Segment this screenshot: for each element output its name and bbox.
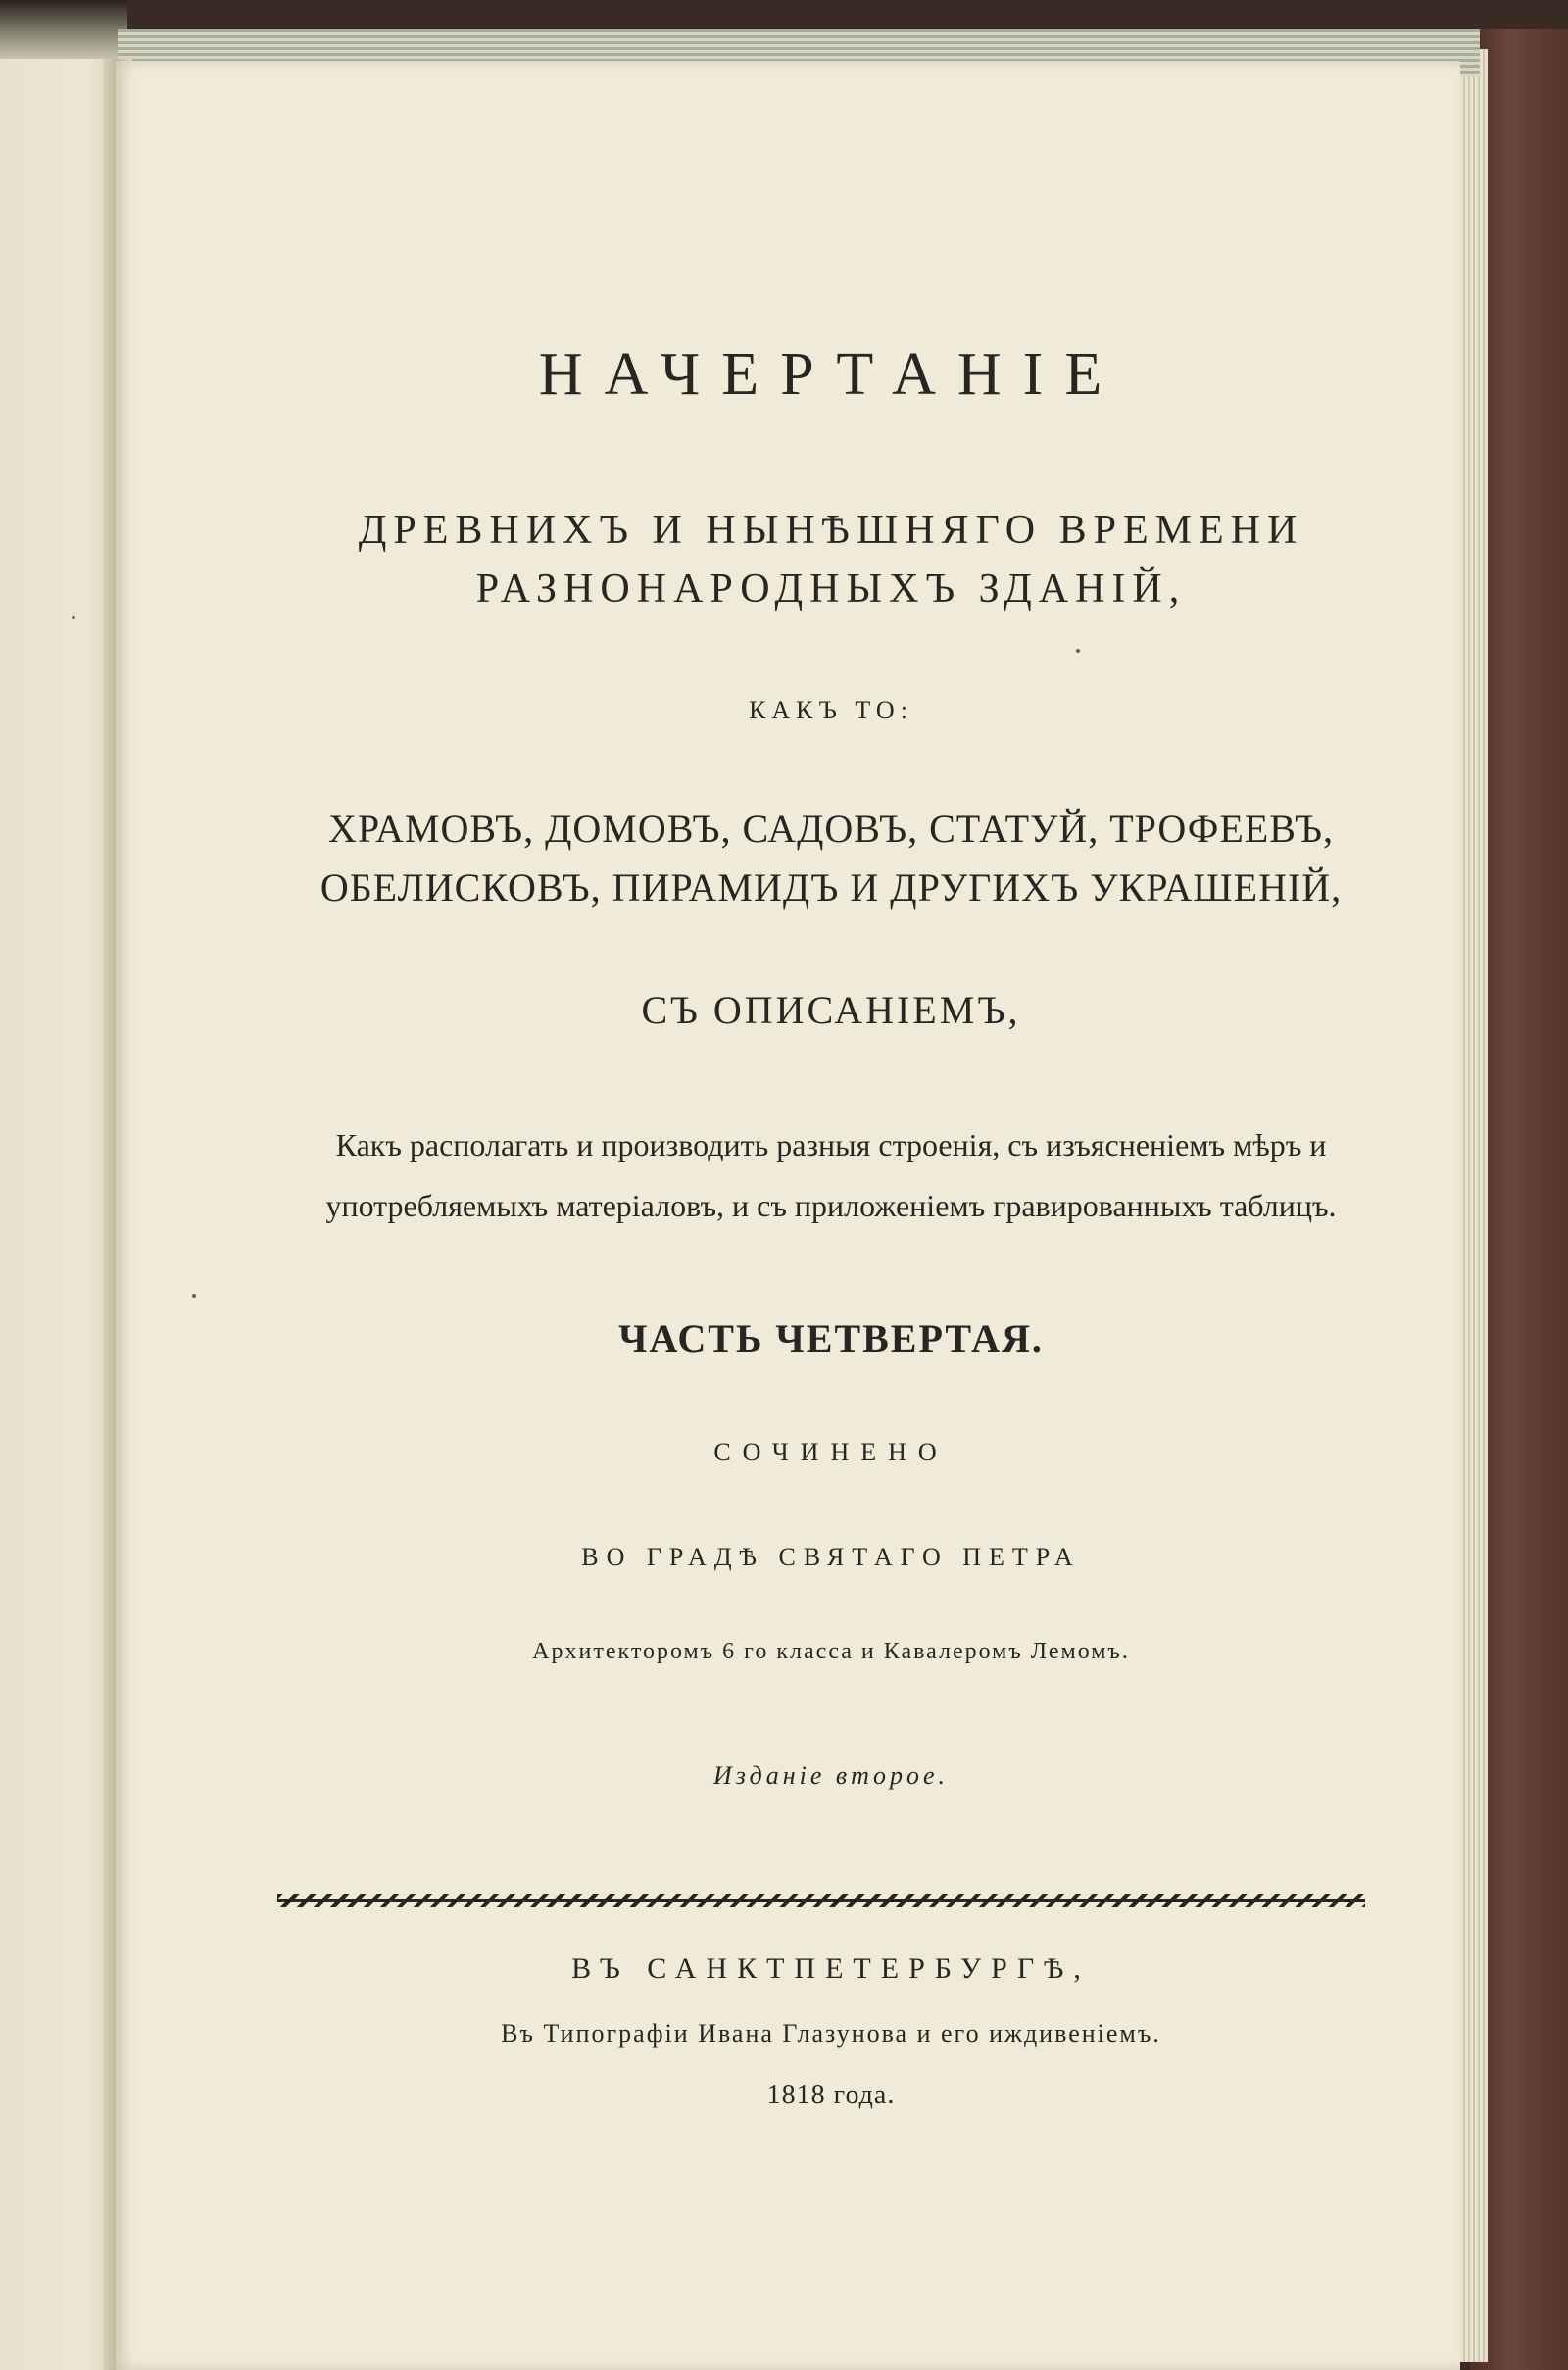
city-line: ВО ГРАДѢ СВЯТАГО ПЕТРА — [581, 1543, 1081, 1571]
author-line: Архитекторомъ 6 го класса и Кавалеромъ Лемомъ. — [532, 1639, 1130, 1664]
left-page-top — [0, 0, 127, 59]
title: НАЧЕРТАНІЕ — [538, 341, 1124, 408]
body-line-1: Какъ располагать и производить разныя строенія, съ изъясненіемъ мѣръ и — [335, 1127, 1327, 1162]
description-heading: СЪ ОПИСАНІЕМЪ, — [641, 988, 1021, 1032]
ink-speck — [72, 616, 75, 619]
decorative-rule — [277, 1894, 1365, 1907]
place-line: ВЪ САНКТПЕТЕРБУРГѢ, — [571, 1952, 1091, 1985]
composed-by: СОЧИНЕНО — [713, 1438, 949, 1466]
printer-line: Въ Типографіи Ивана Глазунова и его иждивеніемъ. — [501, 2019, 1161, 2048]
title-page — [116, 61, 1460, 2370]
body-line-2: употребляемыхъ матеріаловъ, и съ приложеніемъ гравированныхъ таблицъ. — [325, 1188, 1337, 1223]
year-line: 1818 года. — [766, 2080, 896, 2110]
subtitle-line-2: РАЗНОНАРОДНЫХЪ ЗДАНІЙ, — [475, 567, 1187, 612]
kak-to: КАКЪ ТО: — [749, 696, 913, 724]
part-heading: ЧАСТЬ ЧЕТВЕРТАЯ. — [618, 1316, 1044, 1360]
list-line-1: ХРАМОВЪ, ДОМОВЪ, САДОВЪ, СТАТУЙ, ТРОФЕЕВЪ, — [327, 807, 1335, 851]
edition-line: Изданіе второе. — [713, 1761, 949, 1790]
ink-speck — [1076, 649, 1080, 653]
subtitle-line-1: ДРЕВНИХЪ И НЫНѢШНЯГО ВРЕМЕНИ — [358, 508, 1304, 553]
list-line-2: ОБЕЛИСКОВЪ, ПИРАМИДЪ И ДРУГИХЪ УКРАШЕНІЙ, — [319, 865, 1343, 910]
ink-speck — [192, 1294, 196, 1298]
